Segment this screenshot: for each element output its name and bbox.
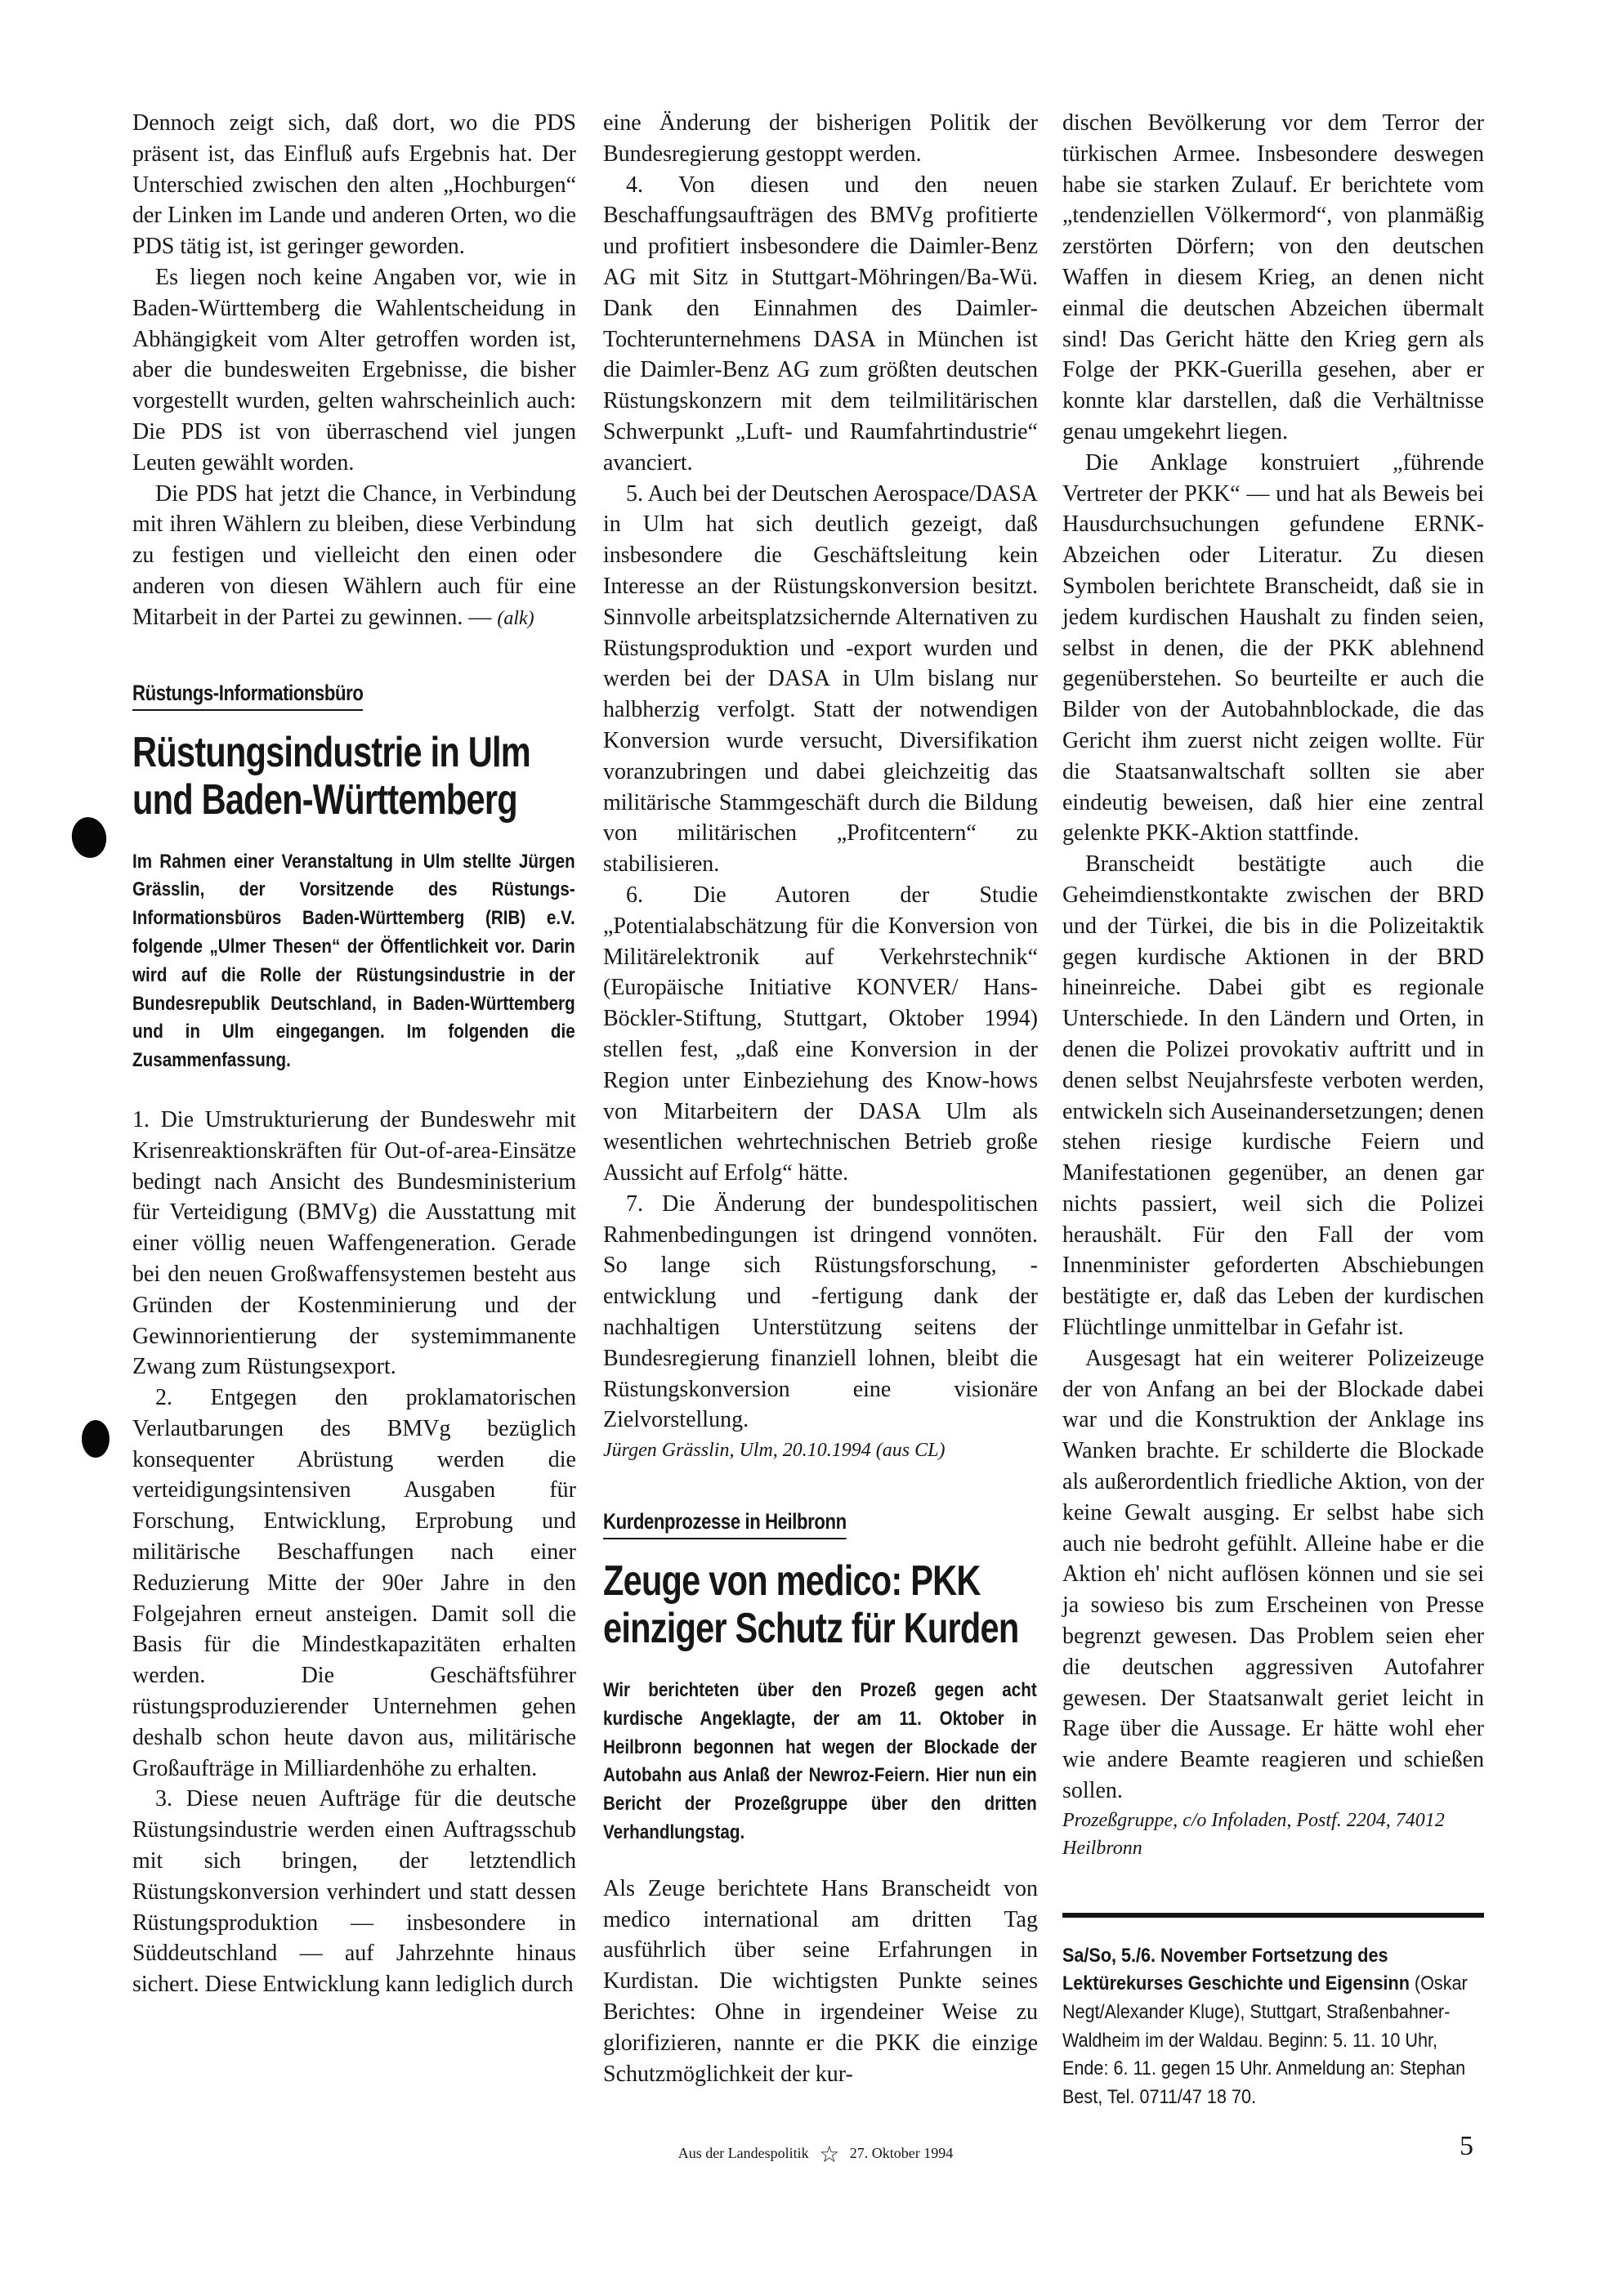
contact-address: Prozeßgruppe, c/o Infoladen, Postf. 2204, 74012 Heilbronn <box>1062 1809 1445 1859</box>
article-signature: Jürgen Grässlin, Ulm, 20.10.1994 (aus CL) <box>603 1440 946 1462</box>
publication-name: Aus der Landespolitik <box>677 2145 809 2162</box>
column-right <box>1062 108 1484 2111</box>
article-lead: Im Rahmen einer Veranstaltung in Ulm stellte Jürgen Grässlin, der Vorsitzende des Rüstungs-Informationsbüros Baden-Württemberg (RIB) e.V. folgende „Ulmer Thesen“ der Öffentlichkeit vor. Darin wird auf die Rolle der Rüstungsindustrie in der Bundesrepublik Deutschland, in Baden-Württemberg und in Ulm eingegangen. Im folgenden die Zusammenfassung. <box>132 850 575 1072</box>
paragraph: dischen Bevölkerung vor dem Terror der türkischen Armee. Insbesondere deswegen habe sie starken Zulauf. Er berichtete vom „tendenziellen Völkermord“, von planmäßig zerstörten Dörfern; von den deutschen Waffen in diesem Krieg, an denen nicht einmal die deutschen Abzeichen übermalt sind! Das Gericht hätte den Krieg gern als Folge der PKK-Guerilla gesehen, aber er konnte klar darstellen, daß die Verhältnisse genau umgekehrt liegen. <box>1062 110 1484 444</box>
event-title: Sa/So, 5./6. November Fortsetzung des Lektürekurses Geschichte und Eigensinn <box>1062 1944 1410 1995</box>
paragraph: 3. Diese neuen Aufträge für die deutsche Rüstungsindustrie werden einen Auftragsschub mit sich bringen, der letztendlich Rüstungskonversion verhindert und statt dessen Rüstungsproduktion — insbesondere in Süddeutschland — auf Jahrzehnte hinaus sichert. Diese Entwicklung kann lediglich durch <box>132 1786 576 1998</box>
paragraph: 7. Die Änderung der bundespolitischen Rahmenbedingungen ist dringend vonnöten. So lange sich Rüstungsforschung, -entwicklung und -fertigung dank der nachhaltigen Unterstützung seitens der Bundesregierung finanziell lohnen, bleibt die Rüstungskonversion eine visionäre Zielvorstellung. <box>603 1190 1038 1433</box>
paragraph: Ausgesagt hat ein weiterer Polizeizeuge der von Anfang an bei der Blockade dabei war und die Konstruktion der Anklage ins Wanken brachte. Er schilderte die Blockade als außerordentlich friedliche Aktion, von der keine Gewalt ausging. Er selbst habe sich auch nie bedroht gefühlt. Alleine habe er die Aktion eh' nicht auflösen können und sie sei ja sowieso bis zum Erscheinen von Presse begrenzt gewesen. Das Problem seien eher die deutschen aggressiven Autofahrer gewesen. Der Staatsanwalt geriet leicht in Rage über die Aussage. Er hätte wohl eher wie andere Beamte reagieren und schießen sollen. <box>1062 1345 1484 1804</box>
paragraph: 6. Die Autoren der Studie „Potentialabschätzung für die Konversion von Militärelektronik auf Verkehrstechnik“ (Europäische Initiative KONVER/ Hans-Böckler-Stiftung, Stuttgart, Oktober 1994) stellen fest, „daß eine Konversion in der Region unter Einbeziehung des Know-hows von Mitarbeitern der DASA Ulm als wesentlichen wehrtechnischen Betrieb große Aussicht auf Erfolg“ hätte. <box>603 882 1038 1186</box>
paragraph: 4. Von diesen und den neuen Beschaffungsaufträgen des BMVg profitierte und profitiert insbesondere die Daimler-Benz AG mit Sitz in Stuttgart-Möhringen/Ba-Wü. Dank den Einnahmen des Daimler-Tochterunternehmens DASA in München ist die Daimler-Benz AG zum größten deutschen Rüstungskonzern mit dem teilmilitärischen Schwerpunkt „Luft- und Raumfahrtindustrie“ avanciert. <box>603 172 1038 476</box>
publication-date: 27. Oktober 1994 <box>849 2145 954 2162</box>
paragraph: Dennoch zeigt sich, daß dort, wo die PDS präsent ist, das Einfluß aufs Ergebnis hat. Der Unterschied zwischen den alten „Hochburgen“ der Linken im Lande und anderen Orten, wo die PDS tätig ist, ist geringer geworden. <box>132 110 576 260</box>
article-headline: Zeuge von medico: PKK einziger Schutz für Kurden <box>603 1557 1019 1653</box>
section-kicker: Rüstungs-Informationsbüro <box>132 681 363 711</box>
paragraph-text: Die PDS hat jetzt die Chance, in Verbindung mit ihren Wählern zu bleiben, diese Verbindung zu festigen und vielleicht den einen oder anderen von diesen Wählern auch für eine Mitarbeit in der Partei zu gewinnen. — <box>132 480 576 630</box>
paragraph: Die Anklage konstruiert „führende Vertreter der PKK“ — und hat als Beweis bei Hausdurchsuchungen gefundene ERNK-Abzeichen oder Literatur. Zu diesen Symbolen berichtete Branscheidt, daß sie in jedem kurdischen Haushalt zu finden seien, selbst in denen, die der PKK ablehnend gegenüberstehen. So beurteilte er auch die Bilder von der Autobahnblockade, die das Gericht ihm zuerst nicht zeigen wollte. Für die Staatsanwaltschaft sollten sie aber eindeutig beweisen, daß hier eine zentral gelenkte PKK-Aktion stattfinde. <box>1062 449 1484 846</box>
page-footer <box>603 2141 1028 2169</box>
paragraph <box>132 479 576 635</box>
star-icon: ☆ <box>819 2142 840 2168</box>
punch-hole-top <box>69 815 110 861</box>
column-left <box>132 108 576 2000</box>
punch-hole-bottom <box>82 1420 110 1458</box>
section-kicker: Kurdenprozesse in Heilbronn <box>603 1509 847 1539</box>
paragraph: eine Änderung der bisherigen Politik der Bundesregierung gestoppt werden. <box>603 110 1038 167</box>
article-headline: Rüstungsindustrie in Ulm und Baden-Württemberg <box>132 728 530 824</box>
column-middle <box>603 108 1038 2089</box>
paragraph: Als Zeuge berichtete Hans Branscheidt von medico international am dritten Tag ausführlich über seine Erfahrungen in Kurdistan. Die wichtigsten Punkte seines Berichtes: Ohne in irgendeiner Weise zu glorifizieren, nannte er die PKK die einzige Schutzmöglichkeit der kur- <box>603 1875 1038 2087</box>
paragraph: Es liegen noch keine Angaben vor, wie in Baden-Württemberg die Wahlentscheidung in Abhängigkeit vom Alter getroffen worden ist, aber die bundesweiten Ergebnisse, die bisher vorgestellt wurden, gelten wahrscheinlich auch: Die PDS ist von überraschend viel jungen Leuten gewählt worden. <box>132 264 576 476</box>
event-notice <box>1062 1942 1483 2112</box>
article-lead: Wir berichteten über den Prozeß gegen acht kurdische Angeklagte, der am 11. Oktober in Heilbronn begonnen hat wegen der Blockade der Autobahn aus Anlaß der Newroz-Feiern. Hier nun ein Bericht der Prozeßgruppe über den dritten Verhandlungstag. <box>603 1679 1037 1844</box>
event-details: (Oskar Negt/Alexander Kluge), Stuttgart, Straßenbahner-Waldheim im der Waldau. Beginn: 5. 11. 10 Uhr, Ende: 6. 11. gegen 15 Uhr. Anmeldung an: Stephan Best, Tel. 0711/47 18 70. <box>1062 1972 1468 2108</box>
paragraph: 2. Entgegen den proklamatorischen Verlautbarungen des BMVg bezüglich konsequenter Abrüstung werden die verteidigungsintensiven Ausgaben für Forschung, Entwicklung, Erprobung und militärische Beschaffungen nach einer Reduzierung Mitte der 90er Jahre in den Folgejahren erneut ansteigen. Damit soll die Basis für die Mindestkapazitäten erhalten werden. Die Geschäftsführer rüstungsproduzierender Unternehmen gehen deshalb schon heute davon aus, militärische Großaufträge in Milliardenhöhe zu erhalten. <box>132 1385 576 1781</box>
paragraph: 5. Auch bei der Deutschen Aerospace/DASA in Ulm hat sich deutlich gezeigt, daß insbesondere die Geschäftsleitung kein Interesse an der Rüstungskonversion besitzt. Sinnvolle arbeitsplatzsichernde Alternativen zu Rüstungsproduktion und -export wurden und werden bei der DASA in Ulm bislang nur halbherzig verfolgt. Statt der notwendigen Konversion wurde versucht, Diversifikation voranzubringen und dabei gleichzeitig das militärische Stammgeschäft durch die Bildung von militärischen „Profitcentern“ zu stabilisieren. <box>603 480 1038 878</box>
page-number: 5 <box>1460 2131 1473 2161</box>
paragraph: 1. Die Umstrukturierung der Bundeswehr mit Krisenreaktionskräften für Out-of-area-Einsätze bedingt nach Ansicht des Bundesministerium für Verteidigung (BMVg) die Ausstattung mit einer völlig neuen Waffengeneration. Gerade bei den neuen Großwaffensystemen besteht aus Gründen der Kostenminierung und der Gewinnorientierung der systemimmanente Zwang zum Rüstungsexport. <box>132 1106 576 1380</box>
paragraph: Branscheidt bestätigte auch die Geheimdienstkontakte zwischen der BRD und der Türkei, die bis in die Polizeitaktik gegen kurdische Aktionen in der BRD hineinreiche. Dabei gibt es regionale Unterschiede. In den Ländern und Orten, in denen die Polizei provokativ auftritt und in denen selbst Neujahrsfeste verboten werden, entwickeln sich Auseinandersetzungen; denen stehen riesige kurdische Feiern und Manifestationen gegenüber, an denen gar nichts passiert, weil sich die Polizei heraushält. Für den Fall der vom Innenminister geforderten Abschiebungen bestätigte er, daß das Leben der kurdischen Flüchtlinge unmittelbar in Gefahr ist. <box>1062 851 1484 1341</box>
author-initials: (alk) <box>497 607 534 629</box>
